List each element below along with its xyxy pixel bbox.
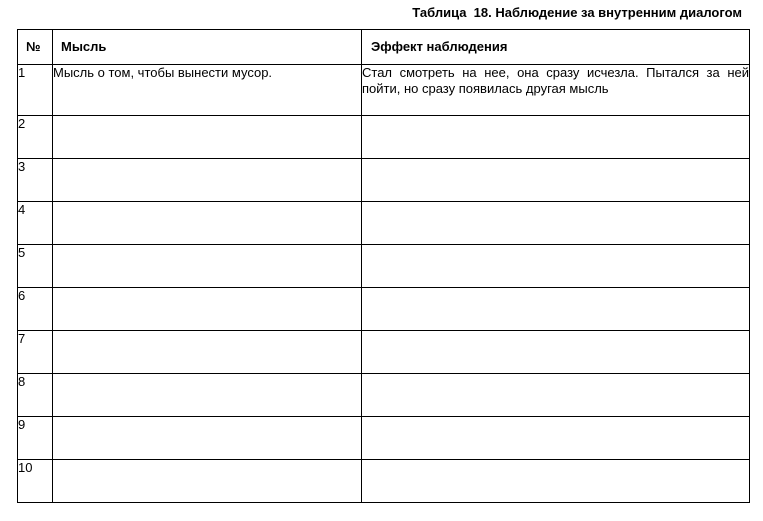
row-number: 6 xyxy=(18,288,53,331)
row-number: 9 xyxy=(18,417,53,460)
row-number: 1 xyxy=(18,65,53,116)
effect-cell xyxy=(362,288,750,331)
thought-cell xyxy=(53,374,362,417)
thought-cell xyxy=(53,288,362,331)
row-number: 8 xyxy=(18,374,53,417)
effect-cell xyxy=(362,417,750,460)
table-row xyxy=(18,331,750,374)
row-number: 5 xyxy=(18,245,53,288)
thought-cell xyxy=(53,331,362,374)
table-row xyxy=(18,65,750,116)
table-row xyxy=(18,417,750,460)
row-number: 3 xyxy=(18,159,53,202)
thought-cell: Мысль о том, чтобы вынести мусор. xyxy=(53,65,362,116)
table-row xyxy=(18,159,750,202)
table-row xyxy=(18,116,750,159)
observation-table xyxy=(17,29,750,503)
table-row xyxy=(18,288,750,331)
row-number: 2 xyxy=(18,116,53,159)
effect-cell xyxy=(362,374,750,417)
table-header-row xyxy=(18,30,750,65)
header-effect: Эффект наблюдения xyxy=(362,30,750,65)
effect-cell: Стал смотреть на нее, она сразу исчезла. Пытался за ней пойти, но сразу появилась другая мысль xyxy=(362,65,750,116)
thought-cell xyxy=(53,245,362,288)
row-number: 7 xyxy=(18,331,53,374)
effect-cell xyxy=(362,159,750,202)
table-row xyxy=(18,460,750,503)
thought-cell xyxy=(53,460,362,503)
table-row xyxy=(18,202,750,245)
header-thought: Мысль xyxy=(53,30,362,65)
thought-cell xyxy=(53,417,362,460)
effect-cell xyxy=(362,202,750,245)
effect-cell xyxy=(362,331,750,374)
thought-cell xyxy=(53,116,362,159)
effect-cell xyxy=(362,460,750,503)
table-row xyxy=(18,245,750,288)
table-caption: Таблица 18. Наблюдение за внутренним диалогом xyxy=(412,5,742,20)
row-number: 10 xyxy=(18,460,53,503)
row-number: 4 xyxy=(18,202,53,245)
header-number: № xyxy=(18,30,53,65)
effect-cell xyxy=(362,116,750,159)
thought-cell xyxy=(53,202,362,245)
effect-cell xyxy=(362,245,750,288)
table-row xyxy=(18,374,750,417)
thought-cell xyxy=(53,159,362,202)
